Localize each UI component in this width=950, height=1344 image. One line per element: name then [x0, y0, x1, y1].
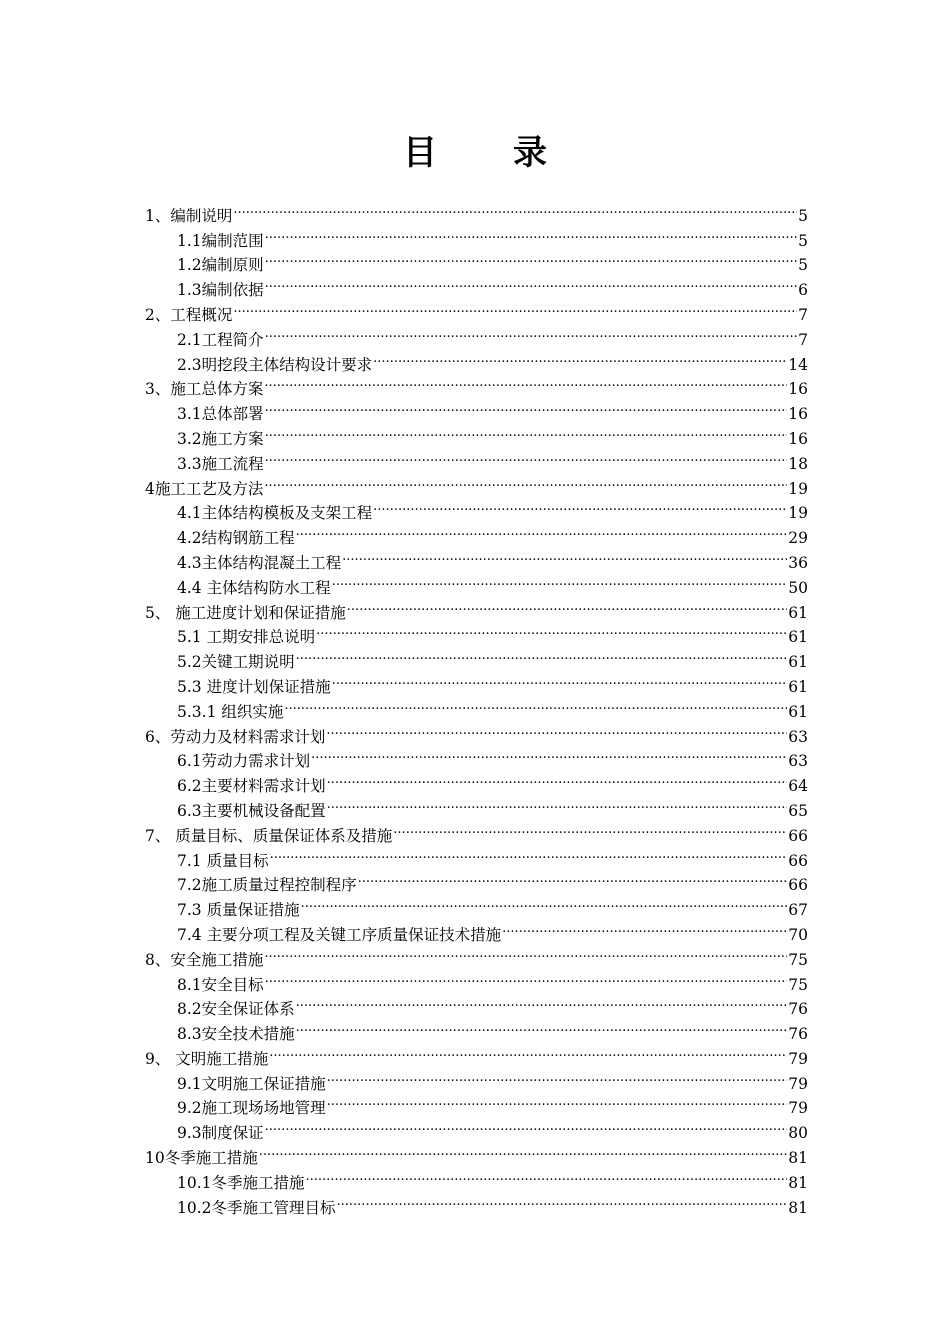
toc-page-number: 81: [788, 1173, 808, 1192]
toc-dot-leader: [296, 990, 788, 1015]
toc-dot-leader: [265, 394, 788, 419]
toc-entry-title: 7.4 主要分项工程及关键工序质量保证技术措施: [177, 925, 502, 944]
toc-entry-title: 6.2主要材料需求计划: [177, 777, 326, 796]
toc-page-number: 19: [788, 504, 808, 523]
toc-dot-leader: [332, 667, 788, 692]
toc-page-number: 64: [788, 777, 808, 796]
toc-entry-title: 9、 文明施工措施: [145, 1049, 269, 1068]
toc-entry-title: 3、施工总体方案: [145, 380, 264, 399]
toc-page-number: 5: [798, 231, 808, 250]
toc-entry-title: 9.3制度保证: [177, 1124, 264, 1143]
toc-dot-leader: [327, 766, 788, 791]
toc-entry-title: 5.1 工期安排总说明: [177, 628, 316, 647]
toc-dot-leader: [316, 618, 787, 643]
toc-entry-title: 5、 施工进度计划和保证措施: [145, 603, 346, 622]
toc-dot-leader: [502, 915, 787, 940]
toc-page-number: 36: [788, 553, 808, 572]
toc-page-number: 7: [798, 305, 808, 324]
toc-dot-leader: [233, 196, 797, 221]
toc-entry-title: 8.2安全保证体系: [177, 1000, 295, 1019]
toc-dot-leader: [270, 841, 788, 866]
toc-page-number: 61: [788, 702, 808, 721]
toc-entry-title: 7、 质量目标、质量保证体系及措施: [145, 826, 393, 845]
toc-page-number: 50: [788, 578, 808, 597]
toc-page-number: 79: [788, 1099, 808, 1118]
toc-entry-title: 10.2冬季施工管理目标: [177, 1198, 336, 1217]
toc-entry-title: 1.2编制原则: [177, 256, 264, 275]
toc-subsection-entry[interactable]: [145, 320, 808, 349]
toc-dot-leader: [373, 494, 787, 519]
toc-entry-title: 6.3主要机械设备配置: [177, 801, 326, 820]
toc-entry-title: 3.3施工流程: [177, 454, 264, 473]
toc-dot-leader: [269, 1039, 787, 1064]
toc-entry-title: 5.3 进度计划保证措施: [177, 677, 331, 696]
toc-entry-title: 5.3.1 组织实施: [177, 702, 284, 721]
toc-entry-title: 7.2施工质量过程控制程序: [177, 876, 357, 895]
toc-entry-title: 4.1主体结构模板及支架工程: [177, 504, 373, 523]
toc-entry-title: 4.4 主体结构防水工程: [177, 578, 331, 597]
table-of-contents: [145, 196, 808, 1217]
toc-section-entry[interactable]: [145, 196, 808, 225]
toc-dot-leader: [259, 1138, 788, 1163]
toc-entry-title: 1.1编制范围: [177, 231, 264, 250]
toc-page-number: 76: [788, 1025, 808, 1044]
toc-dot-leader: [265, 444, 788, 469]
toc-dot-leader: [327, 1064, 788, 1089]
toc-page-number: 14: [788, 355, 808, 374]
toc-dot-leader: [306, 1163, 788, 1188]
toc-dot-leader: [264, 370, 787, 395]
toc-dot-leader: [301, 890, 788, 915]
toc-page-number: 65: [788, 801, 808, 820]
toc-page-number: 6: [798, 281, 808, 300]
toc-page-number: 67: [788, 901, 808, 920]
toc-dot-leader: [265, 965, 788, 990]
toc-page-number: 66: [788, 876, 808, 895]
toc-entry-title: 2.1工程简介: [177, 330, 264, 349]
toc-dot-leader: [265, 221, 797, 246]
toc-page-number: 19: [788, 479, 808, 498]
toc-page-number: 79: [788, 1049, 808, 1068]
toc-entry-title: 1、编制说明: [145, 206, 233, 225]
toc-entry-title: 4施工工艺及方法: [145, 479, 264, 498]
toc-dot-leader: [284, 692, 787, 717]
toc-entry-title: 3.2施工方案: [177, 429, 264, 448]
toc-dot-leader: [347, 593, 787, 618]
toc-page-number: 76: [788, 1000, 808, 1019]
toc-page-number: 75: [788, 950, 808, 969]
toc-page-number: 79: [788, 1074, 808, 1093]
toc-page-number: 5: [798, 206, 808, 225]
page-title: [0, 126, 950, 180]
toc-dot-leader: [296, 1014, 788, 1039]
toc-dot-leader: [296, 642, 788, 667]
toc-entry-title: 7.1 质量目标: [177, 851, 269, 870]
toc-page-number: 18: [788, 454, 808, 473]
toc-dot-leader: [265, 419, 788, 444]
toc-entry-title: 3.1总体部署: [177, 405, 264, 424]
toc-entry-title: 7.3 质量保证措施: [177, 901, 300, 920]
toc-page-number: 16: [788, 380, 808, 399]
toc-dot-leader: [265, 1113, 788, 1138]
toc-entry-title: 10冬季施工措施: [145, 1149, 258, 1168]
toc-dot-leader: [264, 469, 787, 494]
toc-page-number: 81: [788, 1149, 808, 1168]
toc-entry-title: 8.3安全技术措施: [177, 1025, 295, 1044]
toc-dot-leader: [264, 940, 787, 965]
toc-section-entry[interactable]: [145, 295, 808, 324]
toc-dot-leader: [296, 518, 788, 543]
toc-dot-leader: [393, 816, 787, 841]
toc-page-number: 63: [788, 727, 808, 746]
toc-entry-title: 8、安全施工措施: [145, 950, 264, 969]
toc-page-number: 29: [788, 529, 808, 548]
toc-page-number: 70: [788, 925, 808, 944]
toc-page-number: 7: [798, 330, 808, 349]
toc-dot-leader: [326, 717, 787, 742]
toc-page-number: 66: [788, 851, 808, 870]
toc-entry-title: 9.1文明施工保证措施: [177, 1074, 326, 1093]
toc-entry-title: 1.3编制依据: [177, 281, 264, 300]
toc-dot-leader: [358, 866, 788, 891]
toc-page-number: 61: [788, 653, 808, 672]
toc-dot-leader: [233, 295, 797, 320]
toc-page-number: 16: [788, 405, 808, 424]
toc-dot-leader: [265, 246, 797, 271]
title-char-1: 目: [403, 133, 437, 173]
toc-dot-leader: [342, 543, 787, 568]
toc-page-number: 61: [788, 628, 808, 647]
toc-dot-leader: [327, 1089, 788, 1114]
toc-entry-title: 5.2关键工期说明: [177, 653, 295, 672]
toc-page-number: 61: [788, 677, 808, 696]
toc-entry-title: 4.2结构钢筋工程: [177, 529, 295, 548]
toc-page-number: 16: [788, 429, 808, 448]
toc-dot-leader: [337, 1188, 788, 1213]
toc-page-number: 80: [788, 1124, 808, 1143]
toc-entry-title: 10.1冬季施工措施: [177, 1173, 305, 1192]
toc-dot-leader: [265, 270, 797, 295]
toc-dot-leader: [373, 345, 787, 370]
toc-entry-title: 9.2施工现场场地管理: [177, 1099, 326, 1118]
toc-entry-title: 4.3主体结构混凝土工程: [177, 553, 342, 572]
toc-page-number: 5: [798, 256, 808, 275]
toc-subsection-entry[interactable]: [145, 221, 808, 250]
toc-entry-title: 6.1劳动力需求计划: [177, 752, 311, 771]
toc-page-number: 63: [788, 752, 808, 771]
toc-entry-title: 8.1安全目标: [177, 975, 264, 994]
toc-dot-leader: [332, 568, 788, 593]
toc-page-number: 61: [788, 603, 808, 622]
title-char-2: 录: [513, 133, 547, 173]
toc-entry-title: 2、工程概况: [145, 305, 233, 324]
toc-page-number: 81: [788, 1198, 808, 1217]
toc-entry-title: 6、劳动力及材料需求计划: [145, 727, 326, 746]
toc-entry-title: 2.3明挖段主体结构设计要求: [177, 355, 373, 374]
toc-dot-leader: [327, 791, 788, 816]
toc-dot-leader: [265, 320, 797, 345]
toc-page-number: 75: [788, 975, 808, 994]
toc-page-number: 66: [788, 826, 808, 845]
toc-dot-leader: [311, 742, 787, 767]
